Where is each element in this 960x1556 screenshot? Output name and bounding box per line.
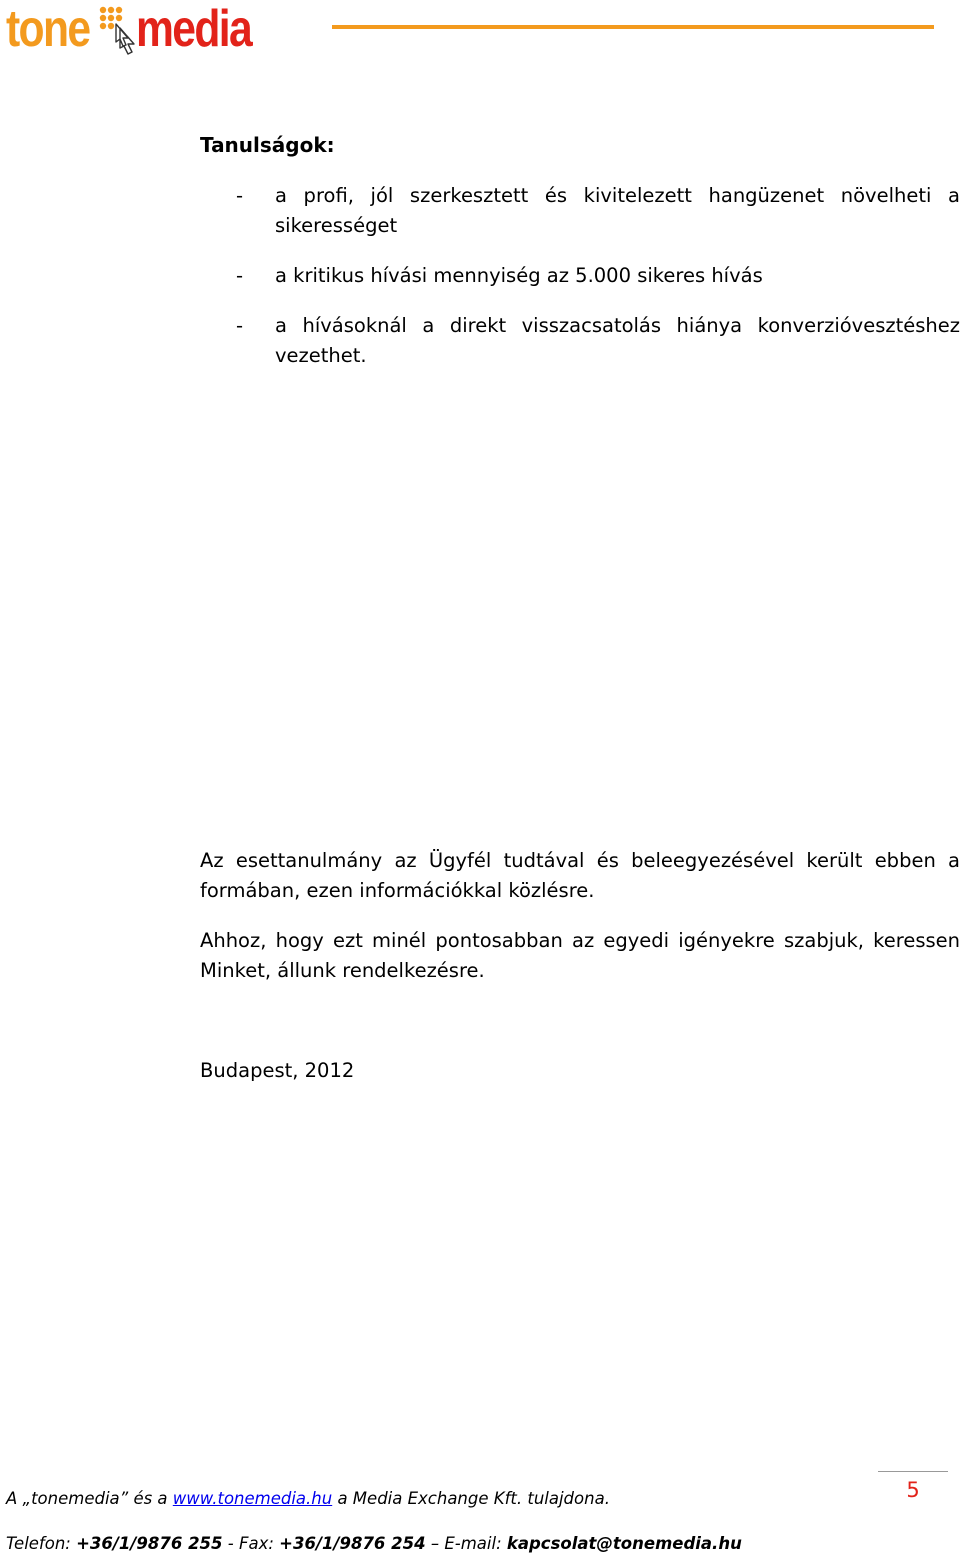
place-date: Budapest, 2012 bbox=[200, 1059, 355, 1082]
fax-label: - Fax: bbox=[222, 1534, 280, 1553]
bullet-marker: - bbox=[236, 314, 244, 337]
bullet-marker: - bbox=[236, 184, 244, 207]
footer-contact bbox=[6, 1532, 742, 1556]
logo-hand-cursor-icon bbox=[94, 2, 138, 56]
fax-number: +36/1/9876 254 bbox=[279, 1534, 426, 1553]
tonemedia-logo bbox=[6, 2, 276, 56]
list-item bbox=[236, 181, 960, 241]
list-item-text: a kritikus hívási mennyiség az 5.000 sikeres hívás bbox=[275, 264, 763, 287]
bullet-marker: - bbox=[236, 264, 244, 287]
list-item bbox=[236, 261, 960, 291]
phone-number: +36/1/9876 255 bbox=[76, 1534, 223, 1553]
list-item-text: a profi, jól szerkesztett és kivitelezett hangüzenet növelheti a sikerességet bbox=[275, 184, 960, 237]
footer-ownership-prefix: A „tonemedia” és a bbox=[6, 1489, 173, 1508]
list-item-text: a hívásoknál a direkt visszacsatolás hiánya konverzióvesztéshez vezethet. bbox=[275, 314, 960, 367]
footer-ownership bbox=[6, 1487, 610, 1511]
website-link[interactable]: www.tonemedia.hu bbox=[172, 1489, 333, 1508]
contact-paragraph: Ahhoz, hogy ezt minél pontosabban az egyedi igényekre szabjuk, keressen Minket, állunk rendelkezésre. bbox=[200, 929, 960, 982]
consent-paragraph: Az esettanulmány az Ügyfél tudtával és beleegyezésével került ebben a formában, ezen információkkal közlésre. bbox=[200, 849, 960, 902]
section-heading: Tanulságok: bbox=[200, 133, 335, 157]
footer-ownership-suffix: a Media Exchange Kft. tulajdona. bbox=[332, 1489, 610, 1508]
page-number-divider bbox=[878, 1471, 948, 1472]
list-item bbox=[236, 311, 960, 371]
phone-label: Telefon: bbox=[6, 1534, 77, 1553]
logo-text-tone: tone bbox=[6, 0, 90, 58]
logo-text-media: media bbox=[135, 0, 251, 58]
header-divider bbox=[332, 25, 934, 29]
email-label: – E-mail: bbox=[425, 1534, 507, 1553]
email-address: kapcsolat@tonemedia.hu bbox=[506, 1534, 742, 1553]
page-number: 5 bbox=[906, 1478, 920, 1502]
